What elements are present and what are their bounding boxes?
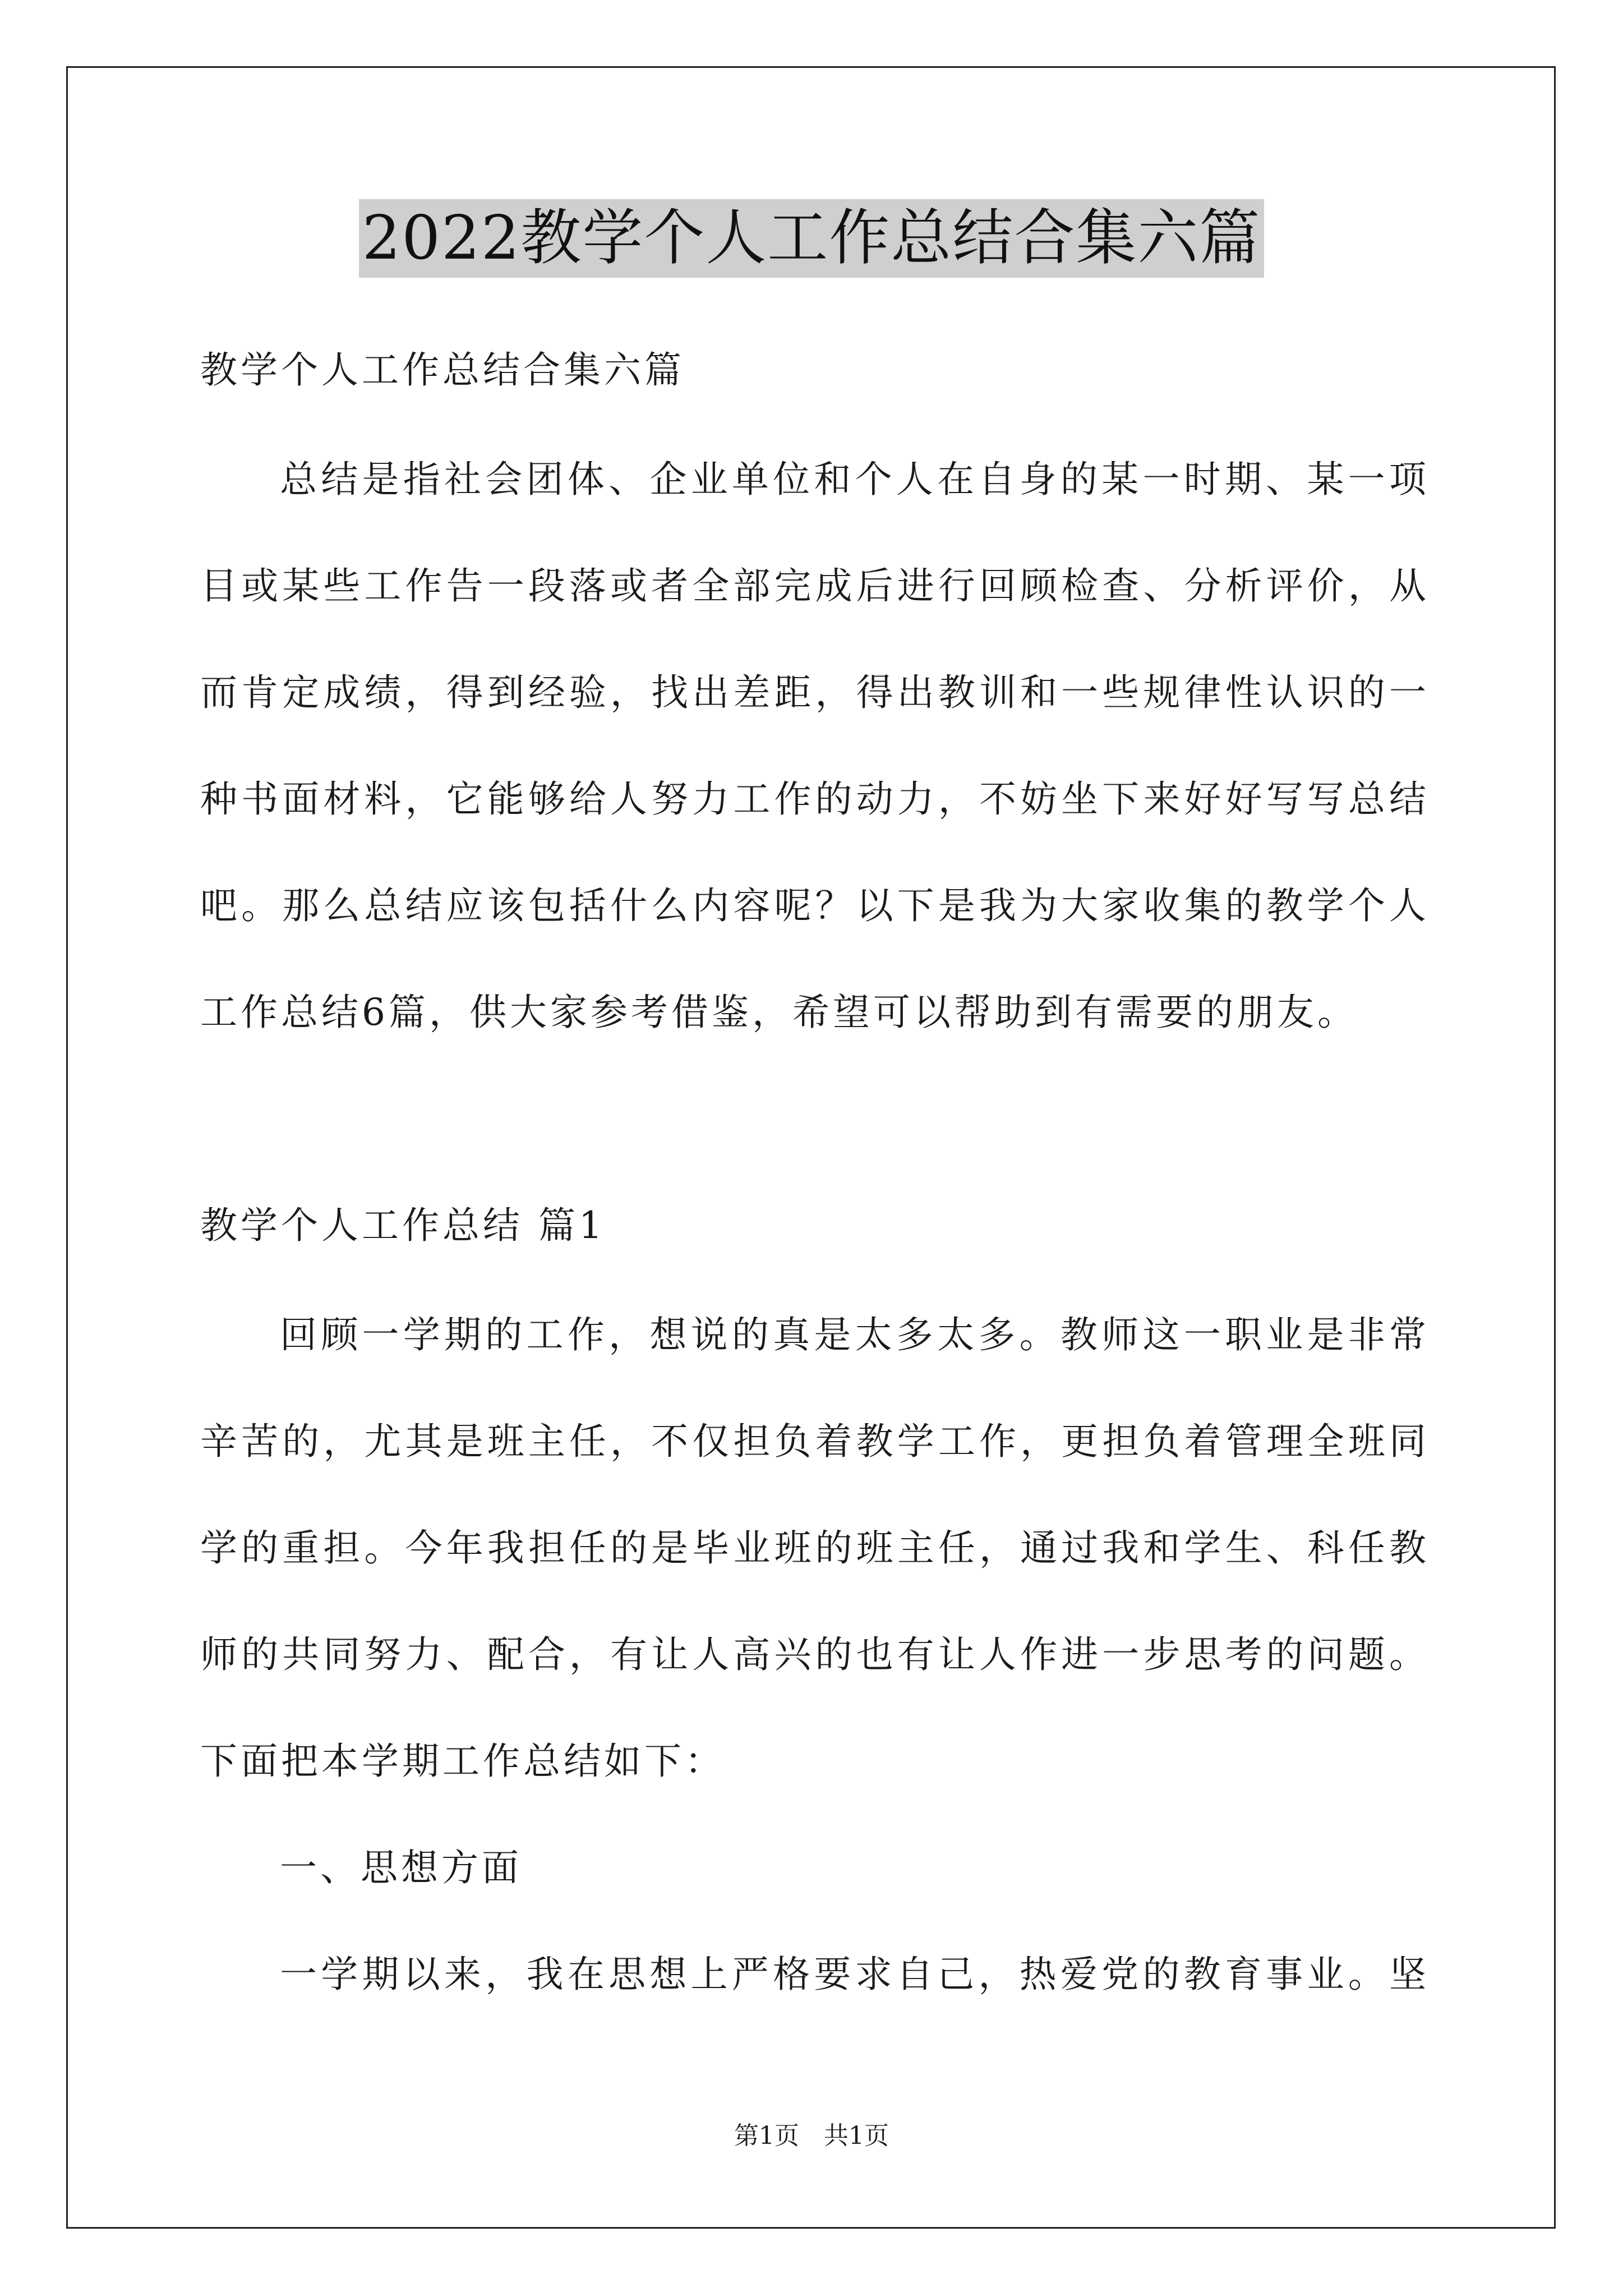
document-title: 2022教学个人工作总结合集六篇 — [359, 199, 1265, 278]
intro-line: 总结是指社会团体、企业单位和个人在自身的某一时期、某一项 — [280, 458, 1426, 501]
intro-line: 目或某些工作告一段落或者全部完成后进行回顾检查、分析评价，从 — [200, 564, 1426, 608]
section-line: 师的共同努力、配合，有让人高兴的也有让人作进一步思考的问题。 — [200, 1633, 1426, 1676]
section-heading: 教学个人工作总结 篇1 — [200, 1204, 606, 1247]
intro-line: 而肯定成绩，得到经验，找出差距，得出教训和一些规律性认识的一 — [200, 671, 1426, 714]
section-line: 辛苦的，尤其是班主任，不仅担负着教学工作，更担负着管理全班同 — [200, 1420, 1426, 1463]
page-footer: 第1页 共1页 — [734, 2122, 889, 2150]
section-line: 回顾一学期的工作，想说的真是太多太多。教师这一职业是非常 — [280, 1313, 1426, 1356]
intro-line: 吧。那么总结应该包括什么内容呢？以下是我为大家收集的教学个人 — [200, 884, 1426, 927]
title-container — [0, 199, 1623, 278]
section-line: 学的重担。今年我担任的是毕业班的班主任，通过我和学生、科任教 — [200, 1526, 1426, 1570]
intro-line: 种书面材料，它能够给人努力工作的动力，不妨坐下来好好写写总结 — [200, 777, 1426, 821]
section-line: 下面把本学期工作总结如下： — [200, 1740, 725, 1783]
subheading: 一、思想方面 — [280, 1846, 522, 1889]
paragraph-line: 一学期以来，我在思想上严格要求自己，热爱党的教育事业。坚 — [280, 1953, 1426, 1996]
subtitle: 教学个人工作总结合集六篇 — [200, 348, 685, 392]
intro-line: 工作总结6篇，供大家参考借鉴，希望可以帮助到有需要的朋友。 — [200, 991, 1358, 1034]
